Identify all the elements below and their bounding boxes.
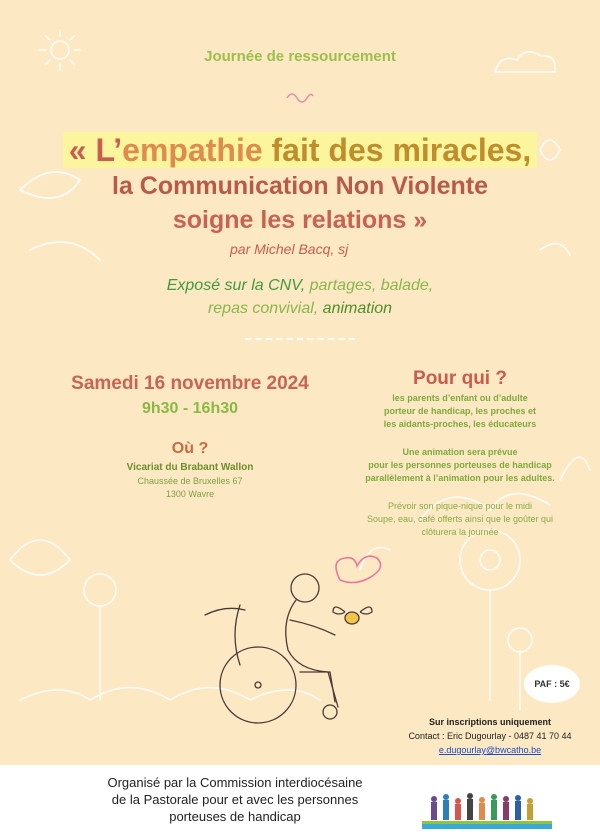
registration-contact: Contact : Eric Dugourlay - 0487 41 70 44 bbox=[408, 731, 572, 741]
registration-note: Sur inscriptions uniquement bbox=[428, 717, 551, 727]
meal-info bbox=[330, 500, 590, 539]
price-badge: PAF : 5€ bbox=[524, 665, 580, 703]
organizer-text bbox=[70, 774, 400, 825]
registration-email-link[interactable]: e.dugourlay@bwcatho.be bbox=[438, 745, 542, 755]
title-line-3: soigne les relations » bbox=[172, 206, 428, 234]
swirl-ornament bbox=[285, 91, 315, 105]
event-date: Samedi 16 novembre 2024 bbox=[71, 373, 309, 394]
flower-doodle bbox=[84, 530, 532, 710]
program-part-1: Exposé sur la CNV, bbox=[166, 277, 306, 294]
title-prefix: « L’ bbox=[68, 132, 123, 168]
program-part-3: repas convivial, bbox=[207, 300, 319, 317]
title-word-miracles: fait des miracles, bbox=[271, 132, 532, 168]
audience-description bbox=[330, 392, 590, 431]
heart-icon bbox=[336, 556, 381, 582]
audience-line: porteur de handicap, les proches et bbox=[383, 406, 537, 416]
wheelchair-person-drawing bbox=[205, 574, 338, 723]
bird-icon bbox=[333, 607, 372, 624]
audience-heading: Pour qui ? bbox=[413, 368, 507, 389]
organizer-line: porteuses de handicap bbox=[169, 809, 301, 824]
audience-line: les aidants-proches, les éducateurs bbox=[383, 419, 537, 429]
animation-line: parallèlement à l’animation pour les adultes. bbox=[365, 473, 555, 483]
dashed-divider bbox=[245, 338, 355, 340]
animation-line: pour les personnes porteuses de handicap bbox=[368, 460, 552, 470]
organizer-line: de la Pastorale pour et avec les personnes bbox=[111, 792, 359, 807]
meal-line: Prévoir son pique-nique pour le midi bbox=[387, 501, 533, 511]
title-line-2: la Communication Non Violente bbox=[112, 172, 488, 200]
event-time: 9h30 - 16h30 bbox=[141, 400, 239, 417]
footer bbox=[0, 765, 600, 840]
program-line-1 bbox=[0, 277, 600, 295]
title-highlight bbox=[63, 132, 537, 168]
location-heading: Où ? bbox=[171, 440, 209, 457]
program-part-4: animation bbox=[318, 300, 393, 317]
location-address-1: Chaussée de Bruxelles 67 bbox=[137, 476, 243, 486]
title-word-empathie: empathie bbox=[122, 132, 263, 168]
program-line-2 bbox=[0, 300, 600, 318]
event-type-heading: Journée de ressourcement bbox=[204, 48, 396, 65]
author: par Michel Bacq, sj bbox=[230, 241, 349, 257]
organizer-line: Organisé par la Commission interdiocésaine bbox=[107, 775, 363, 790]
main-title bbox=[0, 133, 600, 167]
location-name: Vicariat du Brabant Wallon bbox=[126, 462, 254, 473]
animation-info bbox=[330, 446, 590, 485]
location-address-2: 1300 Wavre bbox=[165, 489, 215, 499]
group-people-logo bbox=[422, 787, 552, 831]
meal-line: Soupe, eau, café offerts ainsi que le goûter qui bbox=[367, 514, 553, 524]
meal-line: clôturera la journée bbox=[421, 527, 499, 537]
program-part-2: partages, balade, bbox=[305, 277, 434, 294]
animation-line: Une animation sera prévue bbox=[402, 447, 518, 457]
audience-line: les parents d’enfant ou d’adulte bbox=[392, 393, 528, 403]
